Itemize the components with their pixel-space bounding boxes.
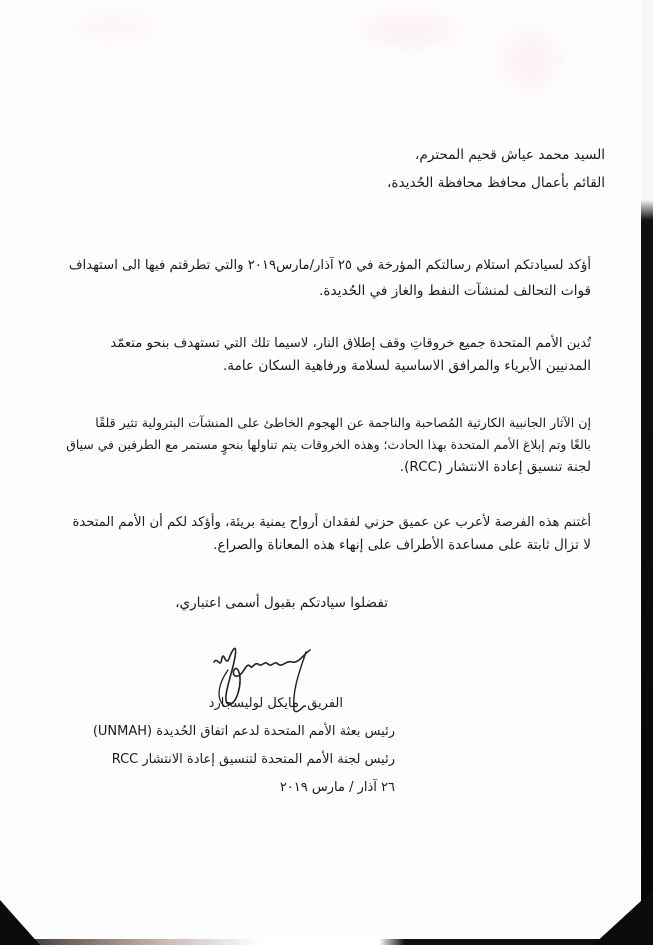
signatory-name: الفريق. مايكل لوليسجارد [208,696,343,711]
paragraph-4-line-2: لا تزال ثابتة على مساعدة الأطراف على إنهاء هذه المعاناة والصراع. [213,537,591,553]
paragraph-3-line-3: لجنة تنسيق إعادة الانتشار (RCC). [399,459,591,475]
photo-tint [360,14,460,46]
paragraph-1-line-1: أؤكد لسيادتكم استلام رسالتكم المؤرخة في ٢٥ آذار/مارس٢٠١٩ والتي تطرقتم فيها الى استهداف [68,258,591,273]
signatory-title-1: رئيس بعثة الأمم المتحدة لدعم اتفاق الحُديدة (UNMAH) [92,724,395,739]
salutation-line-1: السيد محمد عياش قحيم المحترم، [415,147,605,163]
paragraph-3-line-1: إن الآثار الجانبية الكارثية المُصاحبة والناجمة عن الهجوم الخاطئ على المنشآت البترولية تثير قلقًا [95,415,591,430]
paragraph-1-line-2: قوات التحالف لمنشآت النفط والغاز في الحُديدة. [319,283,591,299]
photo-tint [70,12,160,40]
salutation-line-2: القائم بأعمال محافظ محافظة الحُديدة، [387,175,605,191]
closing-line: تفضلوا سيادتكم بقبول أسمى اعتباري، [175,595,388,611]
photo-dark-edge [641,0,653,945]
paragraph-2-line-2: المدنيين الأبرياء والمرافق الاساسية لسلامة ورفاهية السكان عامة. [222,358,591,374]
photo-bottom-edge [0,939,653,945]
paragraph-4-line-1: أغتنم هذه الفرصة لأعرب عن عميق حزني لفقدان أرواح يمنية بريئة، وأؤكد لكم أن الأمم المتحدة [72,515,591,530]
letter-date: ٢٦ آذار / مارس ٢٠١٩ [279,780,395,795]
paragraph-2-line-1: تُدين الأمم المتحدة جميع خروقاتِ وقف إطلاق النار، لاسيما تلك التي تستهدف بنحو متعمّد [110,336,591,351]
photo-dark-corner [593,890,653,945]
photo-dark-corner [0,900,40,945]
signatory-title-2: رئيس لجنة الأمم المتحدة لتنسيق إعادة الانتشار RCC [111,752,395,767]
paragraph-3-line-2: بالغًا وتم إبلاغ الأمم المتحدة بهذا الحادث؛ وهذه الخروقات يتم تناولها بنحوٍ مستمر مع الطرفين في سياق [66,437,591,452]
photo-tint [500,30,560,90]
